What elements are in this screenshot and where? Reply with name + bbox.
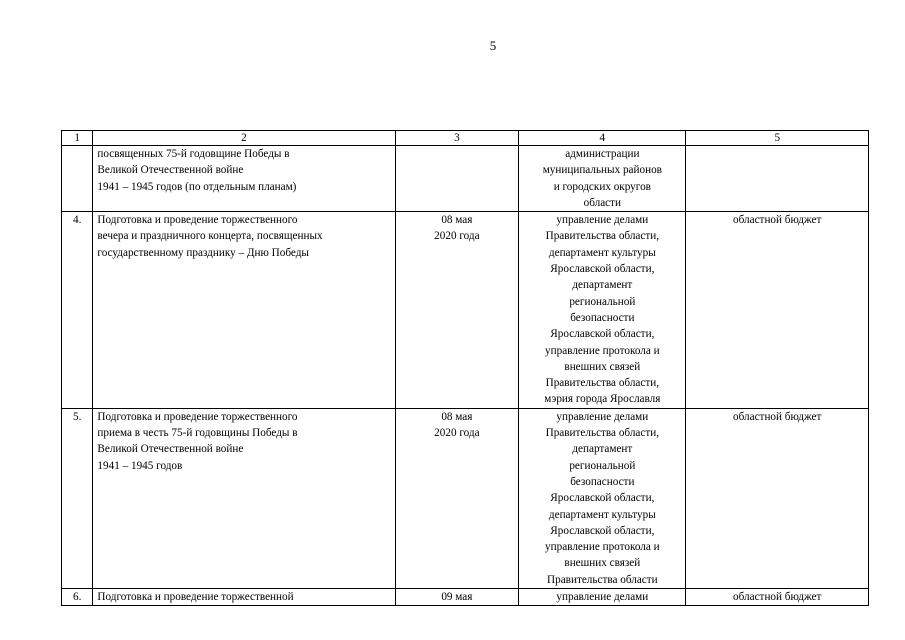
executor-cell (519, 408, 686, 588)
executor-line: управление протокола и (545, 344, 660, 357)
date-line: 08 мая (441, 410, 473, 423)
executor-line: мэрия города Ярославля (544, 393, 661, 406)
date-cell (395, 146, 519, 212)
table-row (62, 212, 869, 409)
executor-line: Ярославской области, (550, 492, 655, 505)
executor-line: департамент (572, 443, 633, 456)
executor-line: Правительства области, (545, 230, 660, 243)
executor-line: управление делами (556, 214, 649, 227)
page-number: 5 (489, 38, 497, 53)
event-line: 1941 – 1945 годов (по отдельным планам) (97, 180, 297, 193)
executor-line: безопасности (570, 475, 635, 488)
executor-cell (519, 212, 686, 409)
executor-line: администрации (565, 148, 640, 160)
funding-cell: областной бюджет (686, 408, 869, 588)
row-number-cell: 5. (62, 408, 93, 588)
table-row (62, 589, 869, 606)
executor-line: внешних связей (564, 360, 641, 373)
executor-line: Ярославской области, (550, 263, 655, 276)
executor-line: управление делами (556, 410, 649, 423)
row-number-cell: 6. (62, 589, 93, 606)
table-row (62, 146, 869, 212)
executor-line: внешних связей (564, 557, 641, 570)
executor-line: и городских округов (553, 180, 651, 193)
funding-cell (686, 146, 869, 212)
executor-line: региональной (569, 459, 636, 472)
funding-cell: областной бюджет (686, 212, 869, 409)
executor-line: Правительства области, (545, 427, 660, 440)
date-line: 2020 года (434, 427, 480, 440)
table-header-row (62, 131, 869, 146)
executor-line: Правительства области, (545, 377, 660, 390)
row-number-cell: 4. (62, 212, 93, 409)
event-line: Великой Отечественной войне (97, 443, 244, 456)
date-cell (395, 408, 519, 588)
date-line: 09 мая (441, 591, 473, 604)
date-cell (395, 589, 519, 606)
event-cell (93, 146, 395, 212)
header-col-5: 5 (686, 131, 869, 146)
event-line: 1941 – 1945 годов (97, 459, 183, 472)
executor-line: Ярославской области, (550, 524, 655, 537)
executor-line: безопасности (570, 311, 635, 324)
date-line: 08 мая (441, 214, 473, 227)
event-line: Подготовка и проведение торжественного (97, 410, 298, 423)
executor-line: муниципальных районов (542, 164, 662, 177)
table-row (62, 408, 869, 588)
event-line: приема в честь 75-й годовщины Победы в (97, 427, 298, 440)
event-cell (93, 212, 395, 409)
row-number-cell (62, 146, 93, 212)
event-line: государственному празднику – Дню Победы (97, 246, 309, 259)
event-line: вечера и праздничного концерта, посвященных (97, 230, 323, 243)
executor-cell (519, 146, 686, 212)
executor-cell (519, 589, 686, 606)
header-col-4: 4 (519, 131, 686, 146)
executor-line: департамент культуры (548, 508, 656, 521)
event-line: Подготовка и проведение торжественного (97, 214, 298, 227)
event-line: Великой Отечественной войне (97, 164, 244, 177)
executor-line: управление делами (556, 591, 649, 604)
header-col-1: 1 (62, 131, 93, 146)
event-cell (93, 408, 395, 588)
events-table (61, 130, 869, 606)
event-line: посвященных 75-й годовщине Победы в (97, 148, 290, 160)
executor-line: департамент (572, 279, 633, 292)
funding-cell: областной бюджет (686, 589, 869, 606)
executor-line: управление протокола и (545, 541, 660, 554)
executor-line: Ярославской области, (550, 328, 655, 341)
executor-line: Правительства области (547, 573, 658, 586)
event-line: Подготовка и проведение торжественной (97, 591, 294, 604)
header-col-2: 2 (93, 131, 395, 146)
executor-line: области (583, 196, 622, 209)
executor-line: региональной (569, 295, 636, 308)
executor-line: департамент культуры (548, 246, 656, 259)
header-col-3: 3 (395, 131, 519, 146)
event-cell (93, 589, 395, 606)
date-line: 2020 года (434, 230, 480, 243)
date-cell (395, 212, 519, 409)
